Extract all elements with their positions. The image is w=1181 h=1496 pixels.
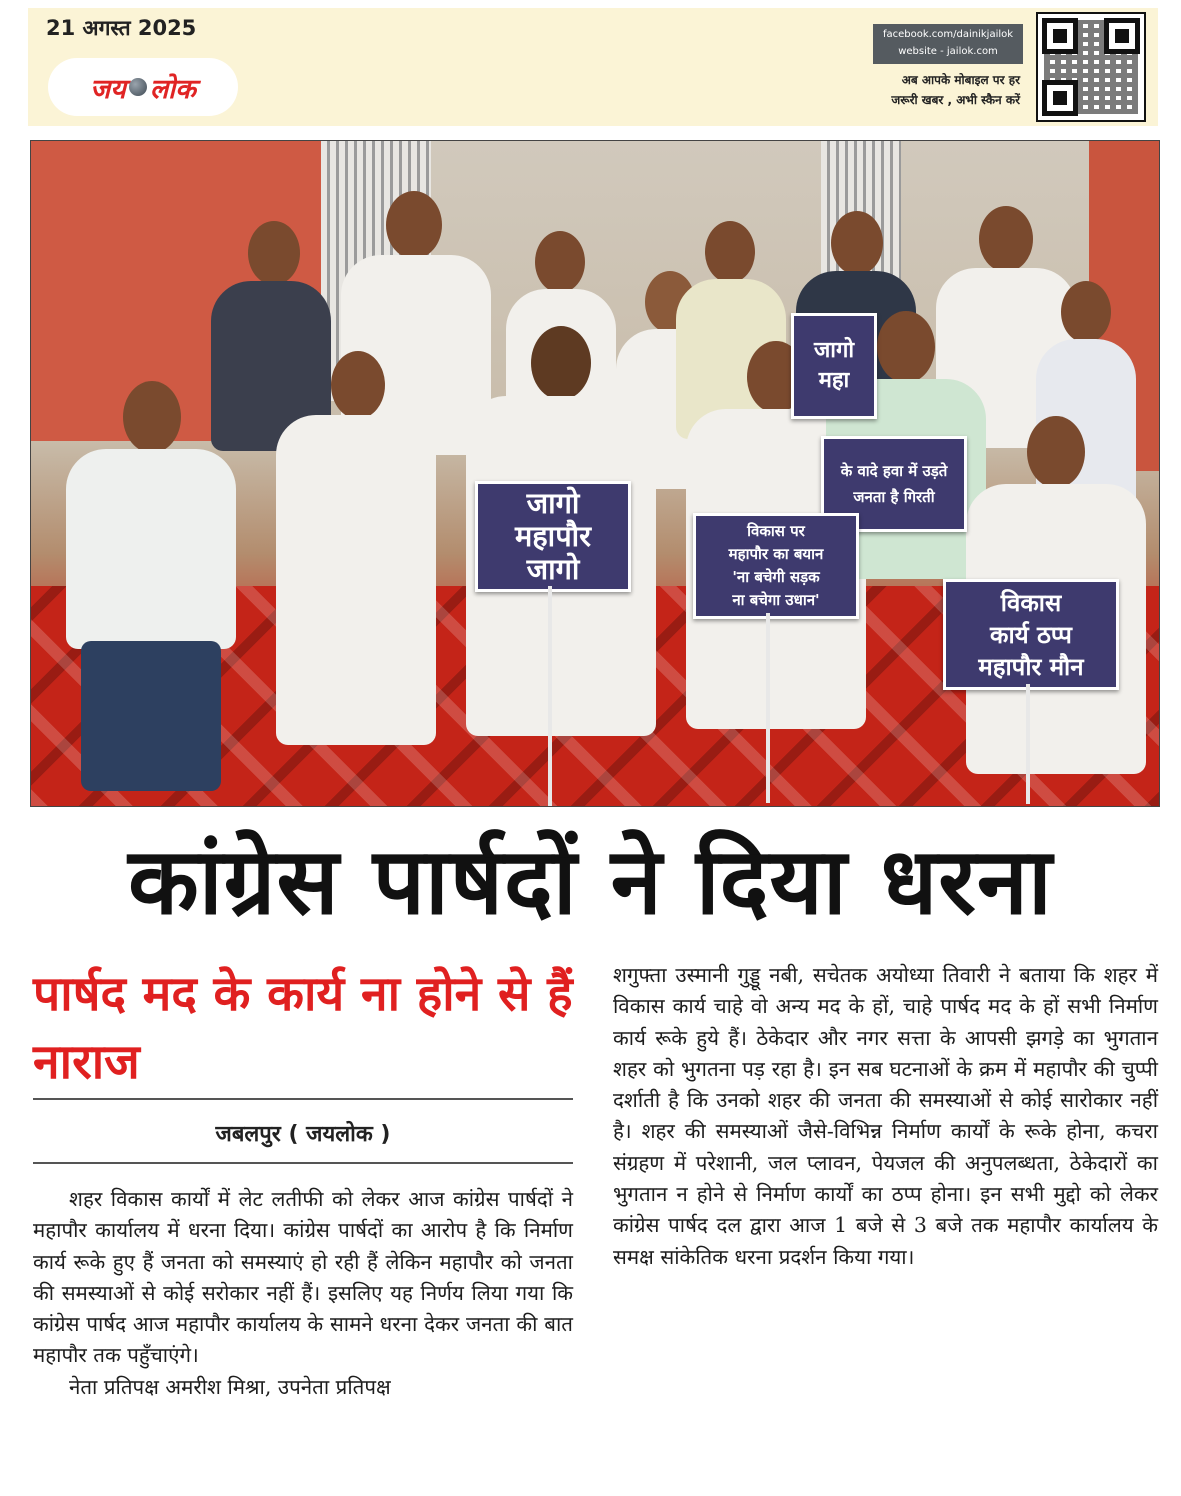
masthead bbox=[28, 8, 1158, 126]
photo-person bbox=[61, 381, 241, 801]
placard-stick bbox=[766, 613, 770, 803]
article-column-left bbox=[33, 1184, 573, 1403]
placard-partial: जागो महा bbox=[791, 313, 877, 419]
scan-prompt-line-2: जरूरी खबर , अभी स्कैन करें bbox=[891, 93, 1020, 107]
website-link[interactable]: website - jailok.com bbox=[898, 46, 998, 57]
logo-text-right: लोक bbox=[149, 73, 196, 105]
placard-stick bbox=[548, 586, 552, 806]
logo-text-left: जय bbox=[90, 73, 126, 105]
article-paragraph: नेता प्रतिपक्ष अमरीश मिश्रा, उपनेता प्रतिपक्ष bbox=[69, 1374, 391, 1399]
newspaper-logo[interactable] bbox=[48, 58, 238, 116]
placard-promises: के वादे हवा में उड़ते जनता है गिरती bbox=[821, 436, 967, 532]
protest-photo bbox=[30, 140, 1160, 807]
article-headline: कांग्रेस पार्षदों ने दिया धरना bbox=[128, 828, 1053, 935]
facebook-link[interactable]: facebook.com/dainikjailok bbox=[882, 29, 1014, 40]
placard-mayor-silent: विकास कार्य ठप्प महापौर मौन bbox=[943, 579, 1119, 690]
placard-stick bbox=[1026, 684, 1030, 804]
article-paragraph: शगुफ्ता उस्मानी गुड्डू नबी, सचेतक अयोध्या तिवारी ने बताया कि शहर में विकास कार्य चाहे वो अन्य मद के हों, चाहे पार्षद मद के हों सभी निर्माण कार्य रूके हुये हैं। ठेकेदार और नगर सत्ता के आपसी झगड़े का भुगतान शहर को भुगतना पड़ रहा है। इन सब घटनाओं के क्रम में महापौर की चुप्पी दर्शाती है कि उनको शहर की जनता की समस्याओं से कोई सारोकार नहीं है। शहर की समस्याओं जैसे-विभिन्न निर्माण कार्यों के रूके होना, कचरा संग्रहण में परेशानी, जल प्लावन, पेयजल की अनुपलब्धता, ठेकेदारों का भुगतान न होने से निर्माण कार्यों का ठप्प होना। इन सभी मुद्दो को लेकर कांग्रेस पार्षद दल द्वारा आज 1 बजे से 3 बजे तक महापौर कार्यालय के समक्ष सांकेतिक धरना प्रदर्शन किया गया। bbox=[613, 963, 1158, 1269]
globe-icon bbox=[129, 78, 147, 96]
article-subhead: पार्षद मद के कार्य ना होने से हैं नाराज bbox=[33, 966, 573, 1090]
scan-prompt-line-1: अब आपके मोबाइल पर हर bbox=[901, 73, 1020, 87]
divider-top bbox=[33, 1098, 573, 1100]
qr-code-icon[interactable] bbox=[1036, 12, 1146, 122]
scan-prompt bbox=[848, 70, 1020, 110]
photo-person bbox=[271, 351, 441, 771]
placard-wake-up-mayor: जागो महापौर जागो bbox=[475, 481, 631, 592]
qr-finder-top-left bbox=[1042, 18, 1078, 54]
qr-finder-top-right bbox=[1104, 18, 1140, 54]
article-dateline: जबलपुर ( जयलोक ) bbox=[215, 1122, 391, 1147]
placard-development: विकास पर महापौर का बयान 'ना बचेगी सड़क ना बचेगा उधान' bbox=[693, 513, 859, 619]
divider-bottom bbox=[33, 1162, 573, 1164]
issue-date: 21 अगस्त 2025 bbox=[46, 16, 197, 40]
article-paragraph: शहर विकास कार्यों में लेट लतीफी को लेकर आज कांग्रेस पार्षदों ने महापौर कार्यालय में धरना दिया। कांग्रेस पार्षदों का आरोप है कि निर्माण कार्य रूके हुए हैं जनता को समस्याएं हो रही हैं लेकिन महापौर को जनता की समस्याओं से कोई सरोकार नहीं हैं। इसलिए यह निर्णय लिया गया कि कांग्रेस पार्षद आज महापौर कार्यालय के सामने धरना देकर जनता की बात महापौर तक पहुँचाएंगे। bbox=[33, 1187, 573, 1368]
qr-finder-bottom-left bbox=[1042, 80, 1078, 116]
article-column-right bbox=[613, 960, 1158, 1273]
social-links-box bbox=[873, 24, 1023, 64]
